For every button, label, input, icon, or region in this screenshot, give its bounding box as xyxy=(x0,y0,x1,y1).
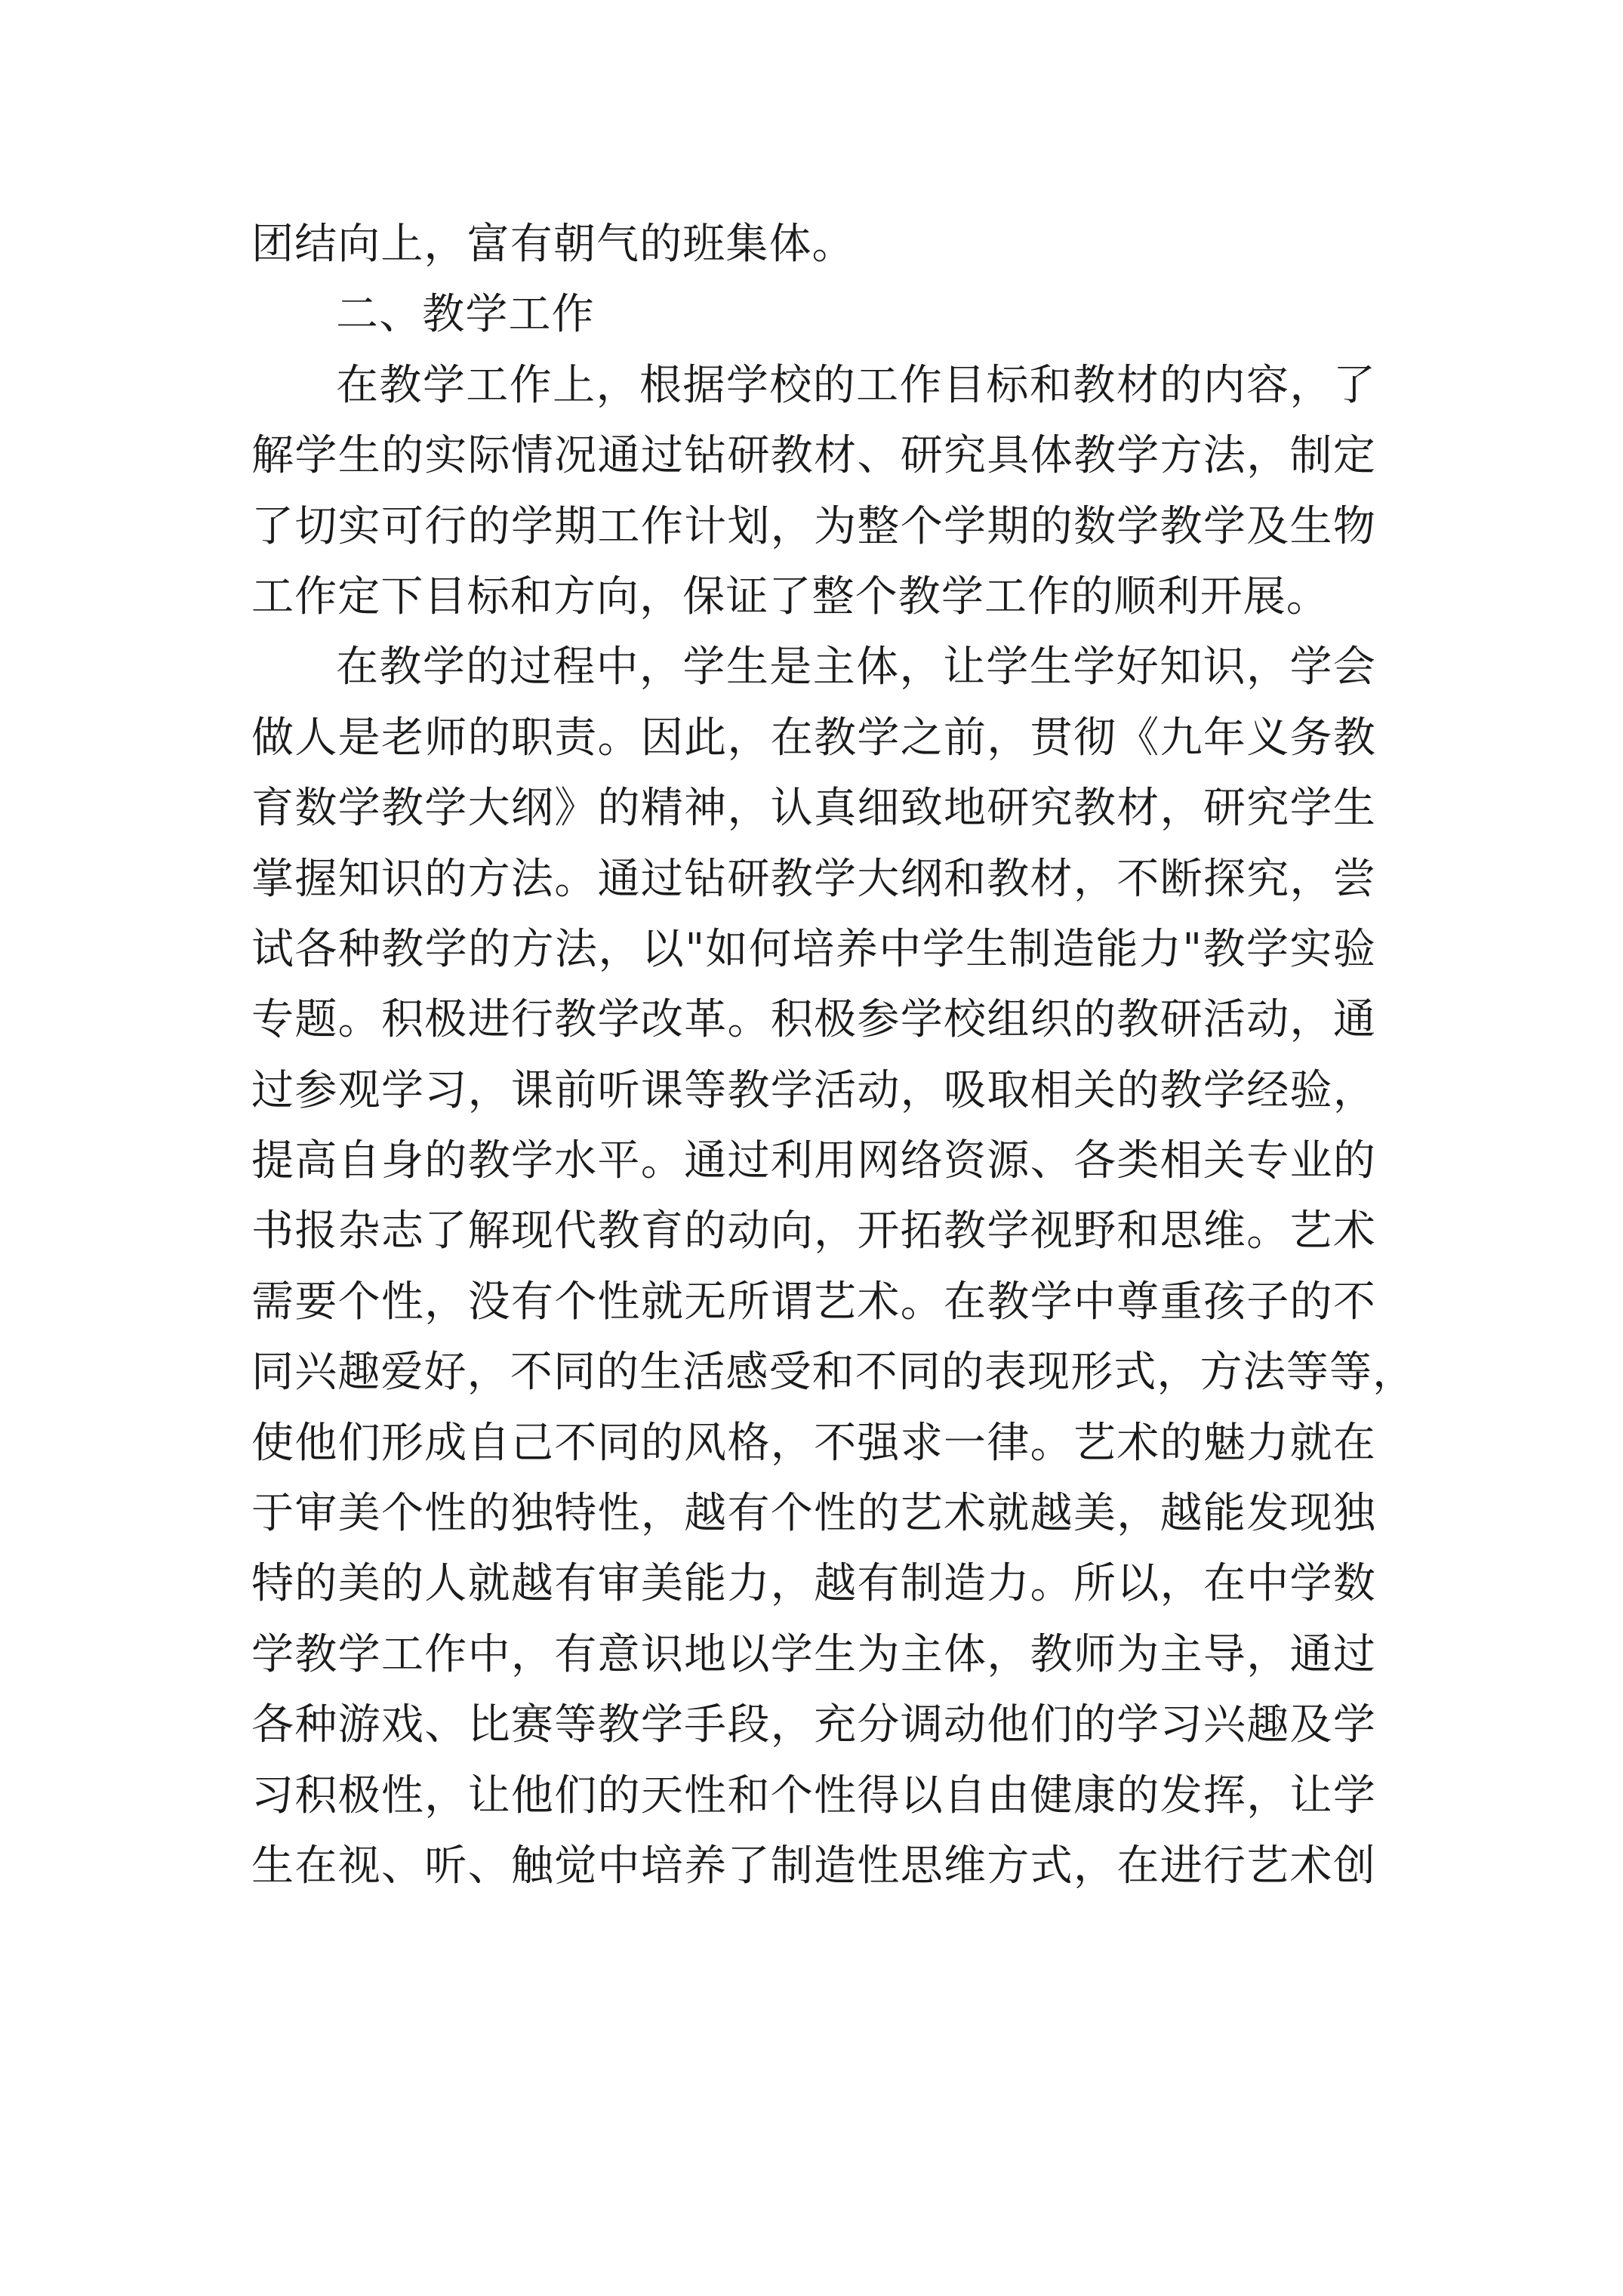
paragraph-line: 育数学教学大纲》的精神，认真细致地研究教材，研究学生 xyxy=(251,784,1376,834)
paragraph-line: 做人是老师的职责。因此，在教学之前，贯彻《九年义务教 xyxy=(251,713,1376,763)
paragraph-line: 特的美的人就越有审美能力，越有制造力。所以，在中学数 xyxy=(251,1559,1376,1609)
paragraph-line: 了切实可行的学期工作计划，为整个学期的数学教学及生物 xyxy=(251,501,1376,551)
paragraph-line: 解学生的实际情况通过钻研教材、研究具体教学方法，制定 xyxy=(251,431,1376,481)
paragraph-line: 专题。积极进行教学改革。积极参学校组织的教研活动，通 xyxy=(251,995,1376,1045)
paragraph-line: 生在视、听、触觉中培养了制造性思维方式，在进行艺术创 xyxy=(251,1841,1376,1891)
paragraph-line: 需要个性，没有个性就无所谓艺术。在教学中尊重孩子的不 xyxy=(251,1277,1376,1327)
paragraph-line: 同兴趣爱好，不同的生活感受和不同的表现形式，方法等等， xyxy=(251,1348,1416,1398)
paragraph-line: 习积极性，让他们的天性和个性得以自由健康的发挥，让学 xyxy=(251,1771,1376,1820)
paragraph-line: 团结向上，富有朝气的班集体。 xyxy=(251,220,855,269)
paragraph-line: 试各种教学的方法，以"如何培养中学生制造能力"教学实验 xyxy=(251,924,1376,974)
paragraph-line: 在教学的过程中，学生是主体，让学生学好知识，学会 xyxy=(336,643,1376,692)
paragraph-line: 使他们形成自己不同的风格，不强求一律。艺术的魅力就在 xyxy=(251,1418,1376,1468)
paragraph-line: 在教学工作上，根据学校的工作目标和教材的内容，了 xyxy=(336,360,1376,410)
paragraph-line: 于审美个性的独特性，越有个性的艺术就越美，越能发现独 xyxy=(251,1489,1376,1539)
paragraph-line: 学教学工作中，有意识地以学生为主体，教师为主导，通过 xyxy=(251,1629,1376,1679)
paragraph-line: 掌握知识的方法。通过钻研教学大纲和教材，不断探究，尝 xyxy=(251,854,1376,904)
section-heading: 二、教学工作 xyxy=(336,290,595,340)
paragraph-line: 过参观学习，课前听课等教学活动，吸取相关的教学经验， xyxy=(251,1065,1376,1115)
paragraph-line: 书报杂志了解现代教育的动向，开拓教学视野和思维。艺术 xyxy=(251,1207,1376,1256)
document-body xyxy=(251,209,1416,1901)
paragraph-line: 提高自身的教学水平。通过利用网络资源、各类相关专业的 xyxy=(251,1136,1376,1186)
paragraph-line: 各种游戏、比赛等教学手段，充分调动他们的学习兴趣及学 xyxy=(251,1700,1376,1750)
paragraph-line: 工作定下目标和方向，保证了整个教学工作的顺利开展。 xyxy=(251,572,1329,621)
